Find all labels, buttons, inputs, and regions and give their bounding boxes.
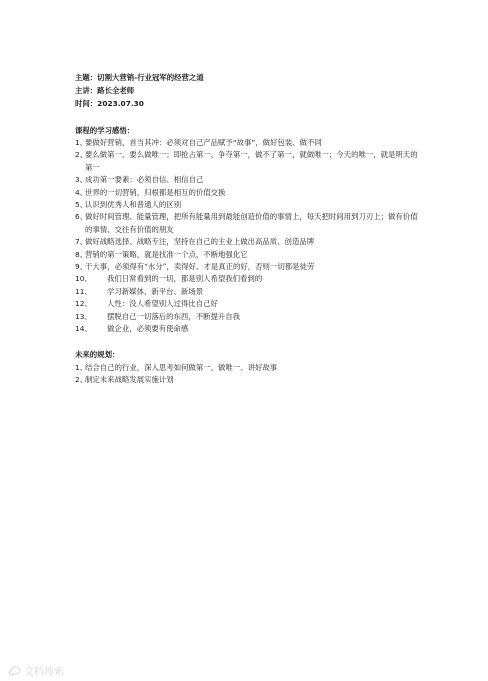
plan-list: [75, 362, 420, 387]
list-item: [75, 261, 420, 273]
list-item: [75, 311, 420, 323]
insights-list: [75, 137, 420, 336]
insights-title: 课程的学习感悟：: [75, 125, 135, 135]
item-text: 结合自己的行业，深入思考如何做第一、做唯一、讲好故事: [85, 362, 278, 372]
time-line: 时间：2023.07.30: [75, 99, 144, 109]
item-text: 干大事，必须得有“水分”，卖得好、才是真正的好，否则一切都是徒劳: [85, 262, 315, 272]
item-number: 1、: [75, 362, 88, 372]
item-text: 成功第一要素：必须自信、相信自己: [85, 175, 204, 185]
list-item: [75, 286, 420, 298]
item-number: 12、: [75, 299, 92, 309]
item-text: 人性：没人希望别人过得比自己好: [107, 299, 218, 309]
item-text: 做好战略选择、战略专注，坚持在自己的主业上做出高品质、创造品牌: [85, 237, 315, 247]
item-text: 做好时间管理、能量管理，把所有能量用到最能创造价值的事情上，每天把时间用到刀刃上；做有价值的事情、交往有价值的朋友: [85, 212, 418, 234]
item-number: 2、: [75, 375, 88, 385]
list-item: [75, 137, 420, 149]
item-text: 摆脱自己一切落后的东西，不断提升自我: [107, 311, 241, 321]
item-text: 认识到优秀人和普通人的区别: [85, 200, 182, 209]
doc-logo-icon: [8, 665, 21, 676]
topic-line: 主题：切割大营销-行业冠军的经营之道: [75, 73, 204, 82]
item-text: 制定未来战略发展实施计划: [85, 375, 174, 385]
item-number: 13、: [75, 311, 92, 321]
watermark-text: 文档搜索: [24, 667, 64, 678]
document-body: [75, 71, 420, 387]
item-text: 要做好营销，首当其冲：必须对自己产品赋予“故事”，做好包装、做不同: [85, 137, 322, 147]
item-text: 学习新媒体、新平台、新场景: [107, 286, 204, 296]
item-number: 10、: [75, 274, 92, 284]
list-item: [75, 273, 420, 285]
item-number: 14、: [75, 324, 92, 334]
list-item: [75, 149, 420, 174]
item-text: 要么做第一、要么做唯一；即抢占第一、争夺第一，做不了第一，就做唯一；今天的唯一，就是明天的第一: [85, 150, 418, 172]
plan-title: 未来的规划：: [75, 350, 120, 360]
item-number: 2、: [75, 150, 88, 160]
speaker-line: 主讲：路长全老师: [75, 86, 135, 96]
item-number: 6、: [75, 212, 88, 222]
item-number: 11、: [75, 286, 92, 296]
list-item: [75, 362, 420, 374]
item-number: 8、: [75, 249, 88, 259]
item-text: 营销的第一策略，就是找准一个点，不断地强化它: [85, 249, 248, 259]
list-item: [75, 211, 420, 236]
list-item: [75, 187, 420, 199]
list-item: [75, 174, 420, 186]
list-item: [75, 323, 420, 335]
list-item: [75, 298, 420, 310]
list-item: [75, 199, 420, 211]
watermark: [8, 663, 64, 678]
item-number: 7、: [75, 237, 88, 247]
item-number: 5、: [75, 200, 88, 209]
list-item: [75, 374, 420, 386]
item-number: 3、: [75, 175, 88, 185]
list-item: [75, 236, 420, 248]
list-item: [75, 249, 420, 261]
item-number: 1、: [75, 137, 88, 147]
item-text: 我们日常看到的一切，都是别人希望我们看到的: [107, 274, 263, 284]
item-text: 世界的一切营销，归根都是相互的价值交换: [85, 187, 226, 197]
item-number: 4、: [75, 187, 88, 197]
item-number: 9、: [75, 262, 88, 272]
item-text: 做企业，必须要有使命感: [107, 324, 189, 334]
